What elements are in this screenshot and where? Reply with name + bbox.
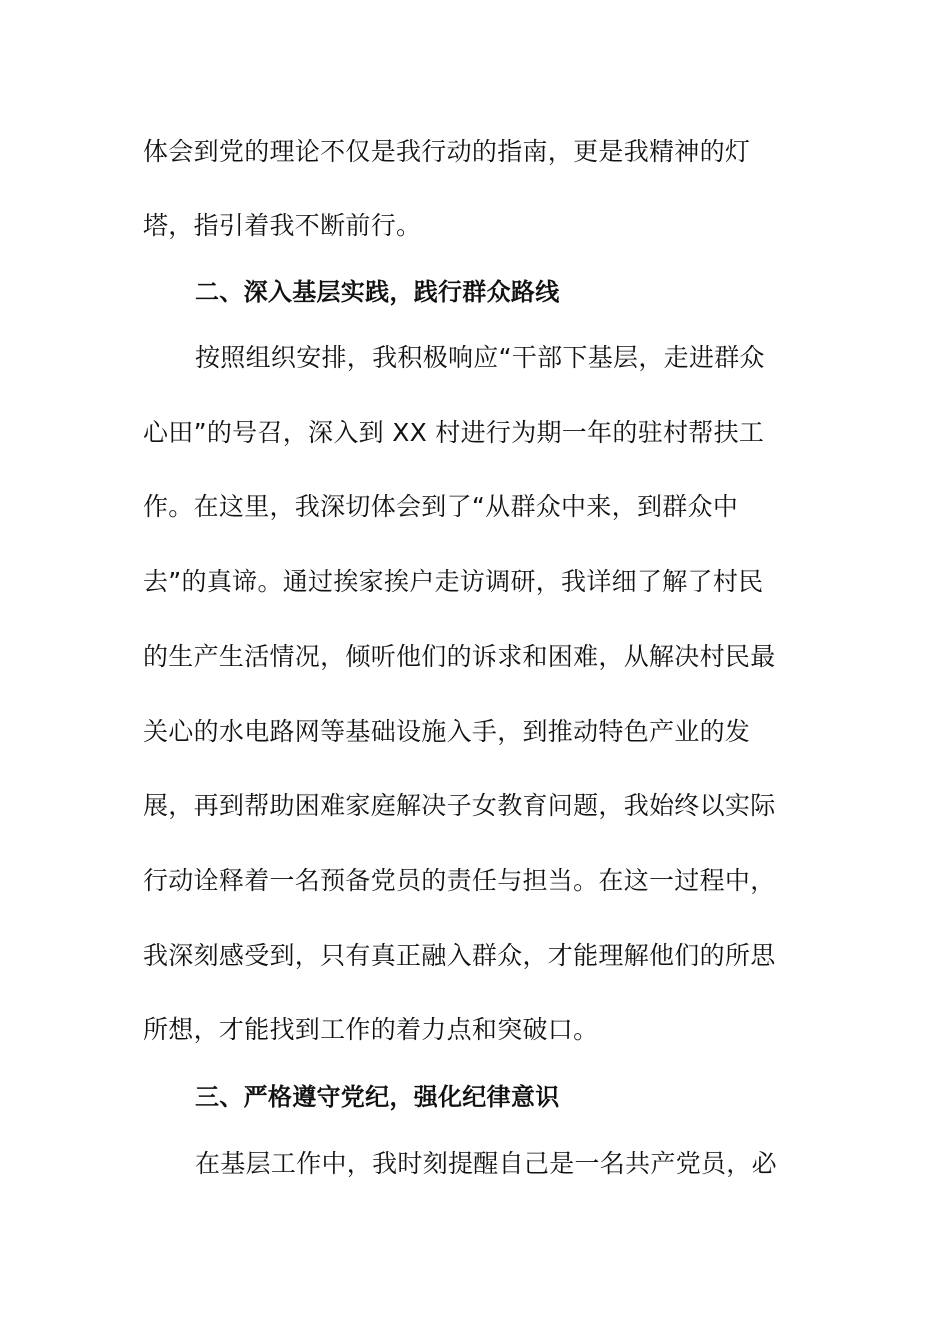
paragraph-line: 按照组织安排，我积极响应“干部下基层，走进群众 [195,343,765,372]
paragraph-line: 关心的水电路网等基础设施入手，到推动特色产业的发 [143,717,751,746]
paragraph-line: 心田”的号召，深入到 XX 村进行为期一年的驻村帮扶工 [143,418,765,447]
paragraph-line: 塔，指引着我不断前行。 [143,211,422,240]
paragraph-line: 行动诠释着一名预备党员的责任与担当。在这一过程中， [143,866,776,895]
paragraph-line: 作。在这里，我深切体会到了“从群众中来，到群众中 [143,492,739,521]
paragraph-line: 在基层工作中，我时刻提醒自己是一名共产党员，必 [195,1149,777,1178]
paragraph-line: 展，再到帮助困难家庭解决子女教育问题，我始终以实际 [143,791,776,820]
section-heading: 三、严格遵守党纪，强化纪律意识 [195,1083,560,1111]
paragraph-line: 体会到党的理论不仅是我行动的指南，更是我精神的灯 [143,137,751,166]
paragraph-line: 我深刻感受到，只有真正融入群众，才能理解他们的所思 [143,941,776,970]
paragraph-line: 去”的真谛。通过挨家挨户走访调研，我详细了解了村民 [143,567,764,596]
paragraph-line: 的生产生活情况，倾听他们的诉求和困难，从解决村民最 [143,642,776,671]
section-heading: 二、深入基层实践，践行群众路线 [195,278,560,306]
paragraph-line: 所想，才能找到工作的着力点和突破口。 [143,1015,599,1044]
